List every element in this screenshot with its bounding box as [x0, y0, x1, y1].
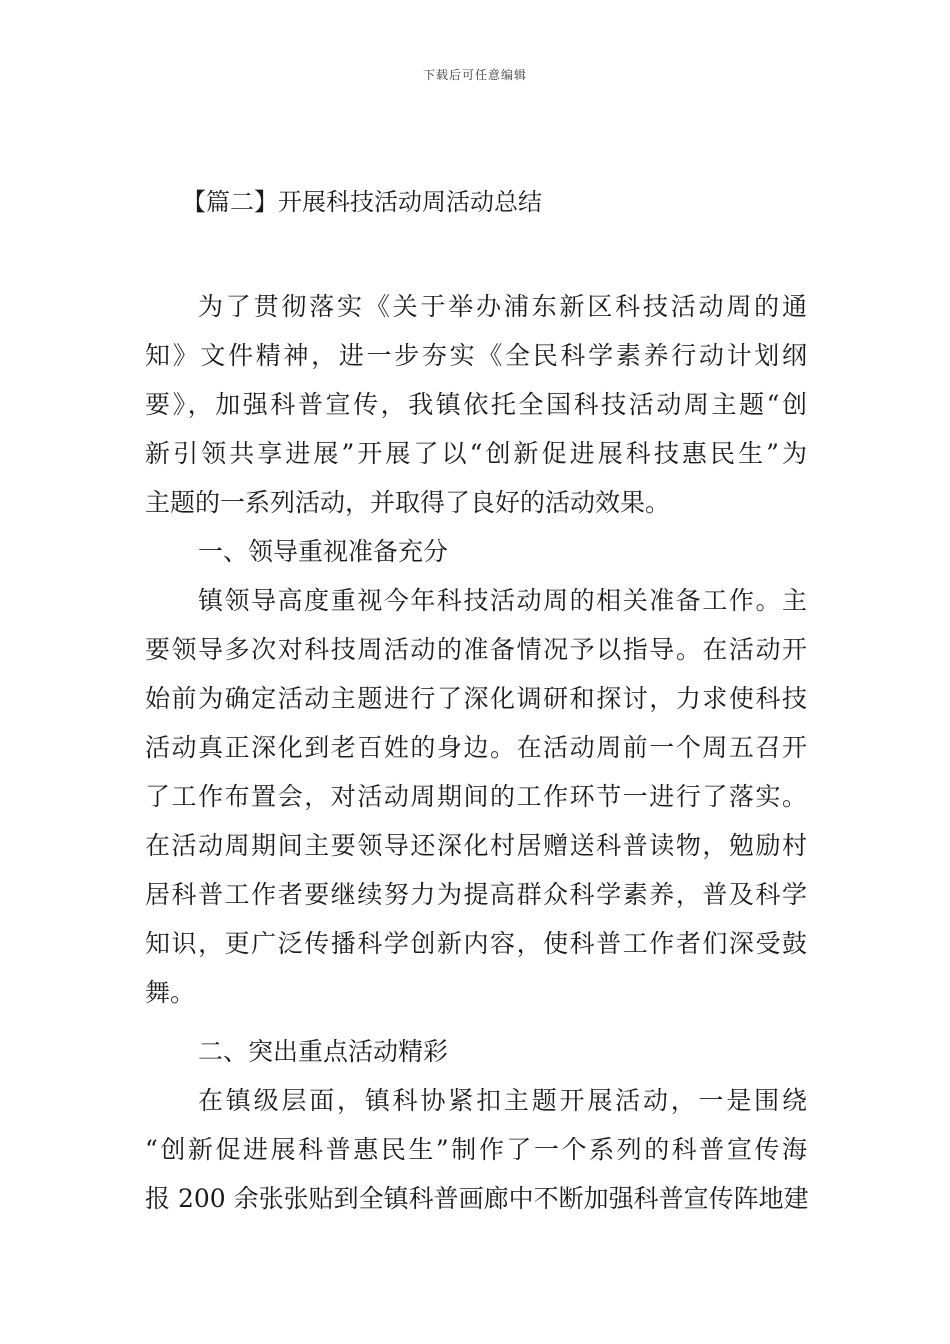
paragraph-line: 知识，更广泛传播科学创新内容，使科普工作者们深受鼓	[145, 929, 807, 958]
paragraph-line: 要》，加强科普宣传，我镇依托全国科技活动周主题“创	[145, 390, 807, 419]
paragraph-line: 新引领共享进展”开展了以“创新促进展科技惠民生”为	[145, 439, 807, 468]
paragraph-line: 为了贯彻落实《关于举办浦东新区科技活动周的通	[198, 292, 807, 321]
paragraph-line: 舞。	[145, 978, 196, 1007]
paragraph-line: 报 200 余张张贴到全镇科普画廊中不断加强科普宣传阵地建	[145, 1184, 809, 1213]
paragraph-line: 活动真正深化到老百姓的身边。在活动周前一个周五召开	[145, 733, 807, 762]
paragraph-line: 镇领导高度重视今年科技活动周的相关准备工作。主	[198, 586, 807, 615]
document-body	[145, 282, 807, 1223]
paragraph-line: 在活动周期间主要领导还深化村居赠送科普读物，勉励村	[145, 831, 807, 860]
paragraph-line: “创新促进展科普惠民生”制作了一个系列的科普宣传海	[145, 1135, 807, 1164]
section-heading-2: 二、突出重点活动精彩	[198, 1037, 449, 1066]
page-header-note: 下载后可任意编辑	[422, 68, 527, 82]
paragraph-line: 在镇级层面，镇科协紧扣主题开展活动，一是围绕	[198, 1086, 807, 1115]
paragraph-line: 始前为确定活动主题进行了深化调研和探讨，力求使科技	[145, 684, 807, 713]
document-title: 【篇二】开展科技活动周活动总结	[182, 188, 542, 216]
section-heading-1: 一、领导重视准备充分	[198, 537, 449, 566]
paragraph-line: 了工作布置会，对活动周期间的工作环节一进行了落实。	[145, 782, 807, 811]
paragraph-line: 知》文件精神，进一步夯实《全民科学素养行动计划纲	[145, 341, 807, 370]
paragraph-line: 要领导多次对科技周活动的准备情况予以指导。在活动开	[145, 635, 807, 664]
paragraph-line: 居科普工作者要继续努力为提高群众科学素养，普及科学	[145, 880, 807, 909]
paragraph-line: 主题的一系列活动，并取得了良好的活动效果。	[145, 488, 671, 517]
